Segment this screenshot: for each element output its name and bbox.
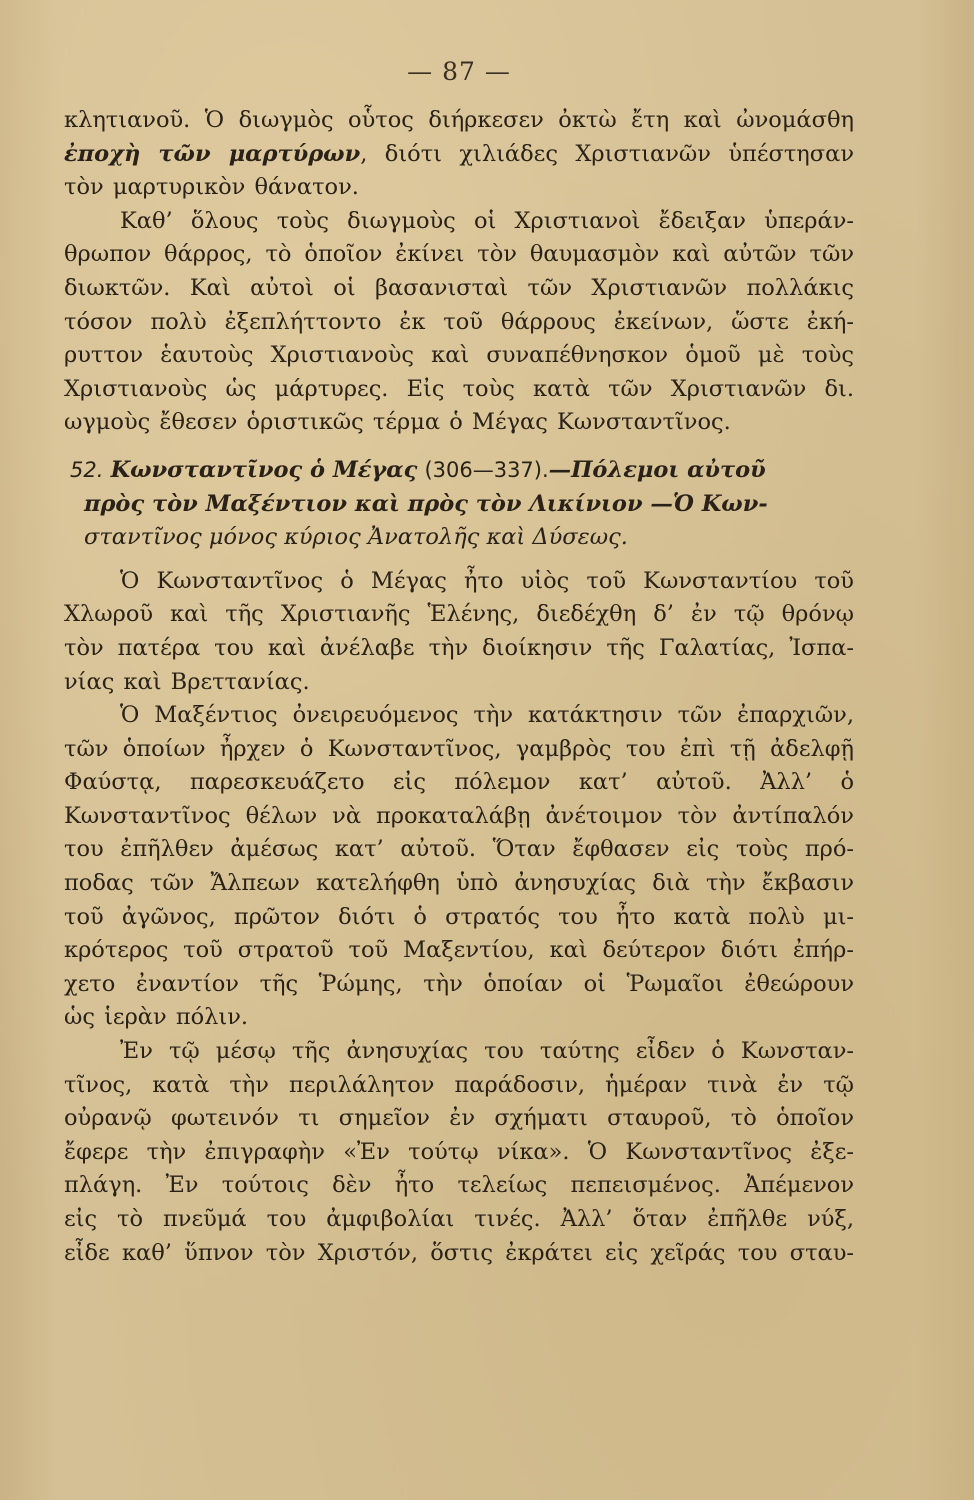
section-years: (306—337). [424, 457, 549, 482]
text-run: , διότι χιλιάδες Χριστιανῶν ὑπέστησαν [360, 140, 855, 167]
paragraph-christian-courage [64, 205, 854, 440]
text-line: τοῦ ἀγῶνος, πρῶτον διότι ὁ στρατός του ἦτο κατὰ πολὺ μι- [64, 903, 854, 930]
section-number: 52. [70, 457, 104, 482]
text-line: Χλωροῦ καὶ τῆς Χριστιανῆς Ἑλένης, διεδέχθη δ’ ἐν τῷ θρόνῳ [64, 601, 854, 628]
heading-line: πρὸς τὸν Μαξέντιον καὶ πρὸς τὸν Λικίνιον —Ὁ Κων- [84, 490, 768, 517]
text-line: Ὁ Μαξέντιος ὀνειρευόμενος τὴν κατάκτησιν τῶν ἐπαρχιῶν, [120, 702, 854, 729]
text-line [64, 138, 854, 172]
text-line: ἔφερε τὴν ἐπιγραφὴν «Ἐν τούτῳ νίκα». Ὁ Κωνσταντῖνος ἐξε- [64, 1138, 854, 1165]
section-title: Κωνσταντῖνος ὁ Μέγας [110, 456, 418, 483]
text-line: τὸν πατέρα του καὶ ἀνέλαβε τὴν διοίκησιν τῆς Γαλατίας, Ἰσπα- [64, 634, 854, 661]
section-heading [64, 454, 854, 555]
text-line: Ἐν τῷ μέσῳ τῆς ἀνησυχίας του ταύτης εἶδεν ὁ Κωνσταν- [120, 1038, 854, 1065]
text-line: Χριστιανοὺς ὡς μάρτυρες. Εἰς τοὺς κατὰ τῶν Χριστιανῶν δι. [64, 375, 854, 402]
heading-line: σταντῖνος μόνος κύριος Ἀνατολῆς καὶ Δύσεως. [84, 524, 628, 551]
text-line: Ὁ Κωνσταντῖνος ὁ Μέγας ἦτο υἱὸς τοῦ Κωνσταντίου τοῦ [120, 567, 854, 594]
text-line: ρυττον ἑαυτοὺς Χριστιανοὺς καὶ συναπέθνησκον ὁμοῦ μὲ τοὺς [64, 342, 854, 369]
emphasis-era-of-martyrs: ἐποχὴ τῶν μαρτύρων [64, 140, 361, 167]
text-line: ωγμοὺς ἔθεσεν ὁριστικῶς τέρμα ὁ Μέγας Κωνσταντῖνος. [64, 409, 731, 436]
text-line: κλητιανοῦ. Ὁ διωγμὸς οὗτος διήρκεσεν ὀκτὼ ἔτη καὶ ὠνομάσθη [64, 107, 854, 133]
text-line: διωκτῶν. Καὶ αὐτοὶ οἱ βασανισταὶ τῶν Χριστιανῶν πολλάκις [64, 274, 854, 301]
book-page [64, 52, 854, 1270]
text-line: νίας καὶ Βρεττανίας. [64, 668, 310, 695]
text-line: κρότερος τοῦ στρατοῦ τοῦ Μαξεντίου, καὶ δεύτερον διότι ἐπήρ- [64, 937, 854, 964]
paragraph-constantine-origin [64, 565, 854, 699]
text-line: οὐρανῷ φωτεινόν τι σημεῖον ἐν σχήματι σταυροῦ, τὸ ὁποῖον [64, 1105, 854, 1132]
heading-line [64, 454, 854, 488]
paragraph-vision-of-cross [64, 1035, 854, 1270]
paragraph-diocletian-persecution [64, 104, 854, 205]
text-line: τῖνος, κατὰ τὴν περιλάλητον παράδοσιν, ἡμέραν τινὰ ἐν τῷ [64, 1071, 854, 1098]
text-line: τὸν μαρτυρικὸν θάνατον. [64, 174, 359, 201]
text-line: Καθ’ ὅλους τοὺς διωγμοὺς οἱ Χριστιανοὶ ἔδειξαν ὑπεράν- [120, 207, 854, 234]
paragraph-maxentius-war [64, 699, 854, 1035]
text-line: εἰς τὸ πνεῦμά του ἀμφιβολίαι τινές. Ἀλλ’ ὅταν ἐπῆλθε νύξ, [64, 1206, 854, 1232]
text-line: ποδας τῶν Ἄλπεων κατελήφθη ὑπὸ ἀνησυχίας διὰ τὴν ἔκβασιν [64, 870, 854, 897]
text-line: χετο ἐναντίον τῆς Ῥώμης, τὴν ὁποίαν οἱ Ῥωμαῖοι ἐθεώρουν [64, 970, 854, 997]
text-line: Κωνσταντῖνος θέλων νὰ προκαταλάβῃ ἀνέτοιμον τὸν ἀντίπαλόν [64, 802, 854, 829]
text-line: θρωπον θάρρος, τὸ ὁποῖον ἐκίνει τὸν θαυμασμὸν καὶ αὐτῶν τῶν [64, 241, 854, 268]
text-line: τόσον πολὺ ἐξεπλήττοντο ἐκ τοῦ θάρρους ἐκείνων, ὥστε ἐκή- [64, 308, 854, 335]
page-number: — 87 — [407, 57, 511, 86]
text-line: πλάγη. Ἐν τούτοις δὲν ἦτο τελείως πεπεισμένος. Ἀπέμενον [64, 1172, 854, 1199]
text-line: εἶδε καθ’ ὕπνον τὸν Χριστόν, ὅστις ἐκράτει εἰς χεῖράς του σταυ- [64, 1239, 854, 1266]
text-line: ὡς ἱερὰν πόλιν. [64, 1004, 249, 1031]
text-line: Φαύστᾳ, παρεσκευάζετο εἰς πόλεμον κατ’ αὐτοῦ. Ἀλλ’ ὁ [64, 769, 854, 796]
text-line: του ἐπῆλθεν ἀμέσως κατ’ αὐτοῦ. Ὅταν ἔφθασεν εἰς τοὺς πρό- [64, 836, 854, 863]
text-line: τῶν ὁποίων ἦρχεν ὁ Κωνσταντῖνος, γαμβρὸς του ἐπὶ τῇ ἀδελφῇ [64, 735, 854, 762]
section-subtitle-start: —Πόλεμοι αὐτοῦ [548, 456, 766, 483]
